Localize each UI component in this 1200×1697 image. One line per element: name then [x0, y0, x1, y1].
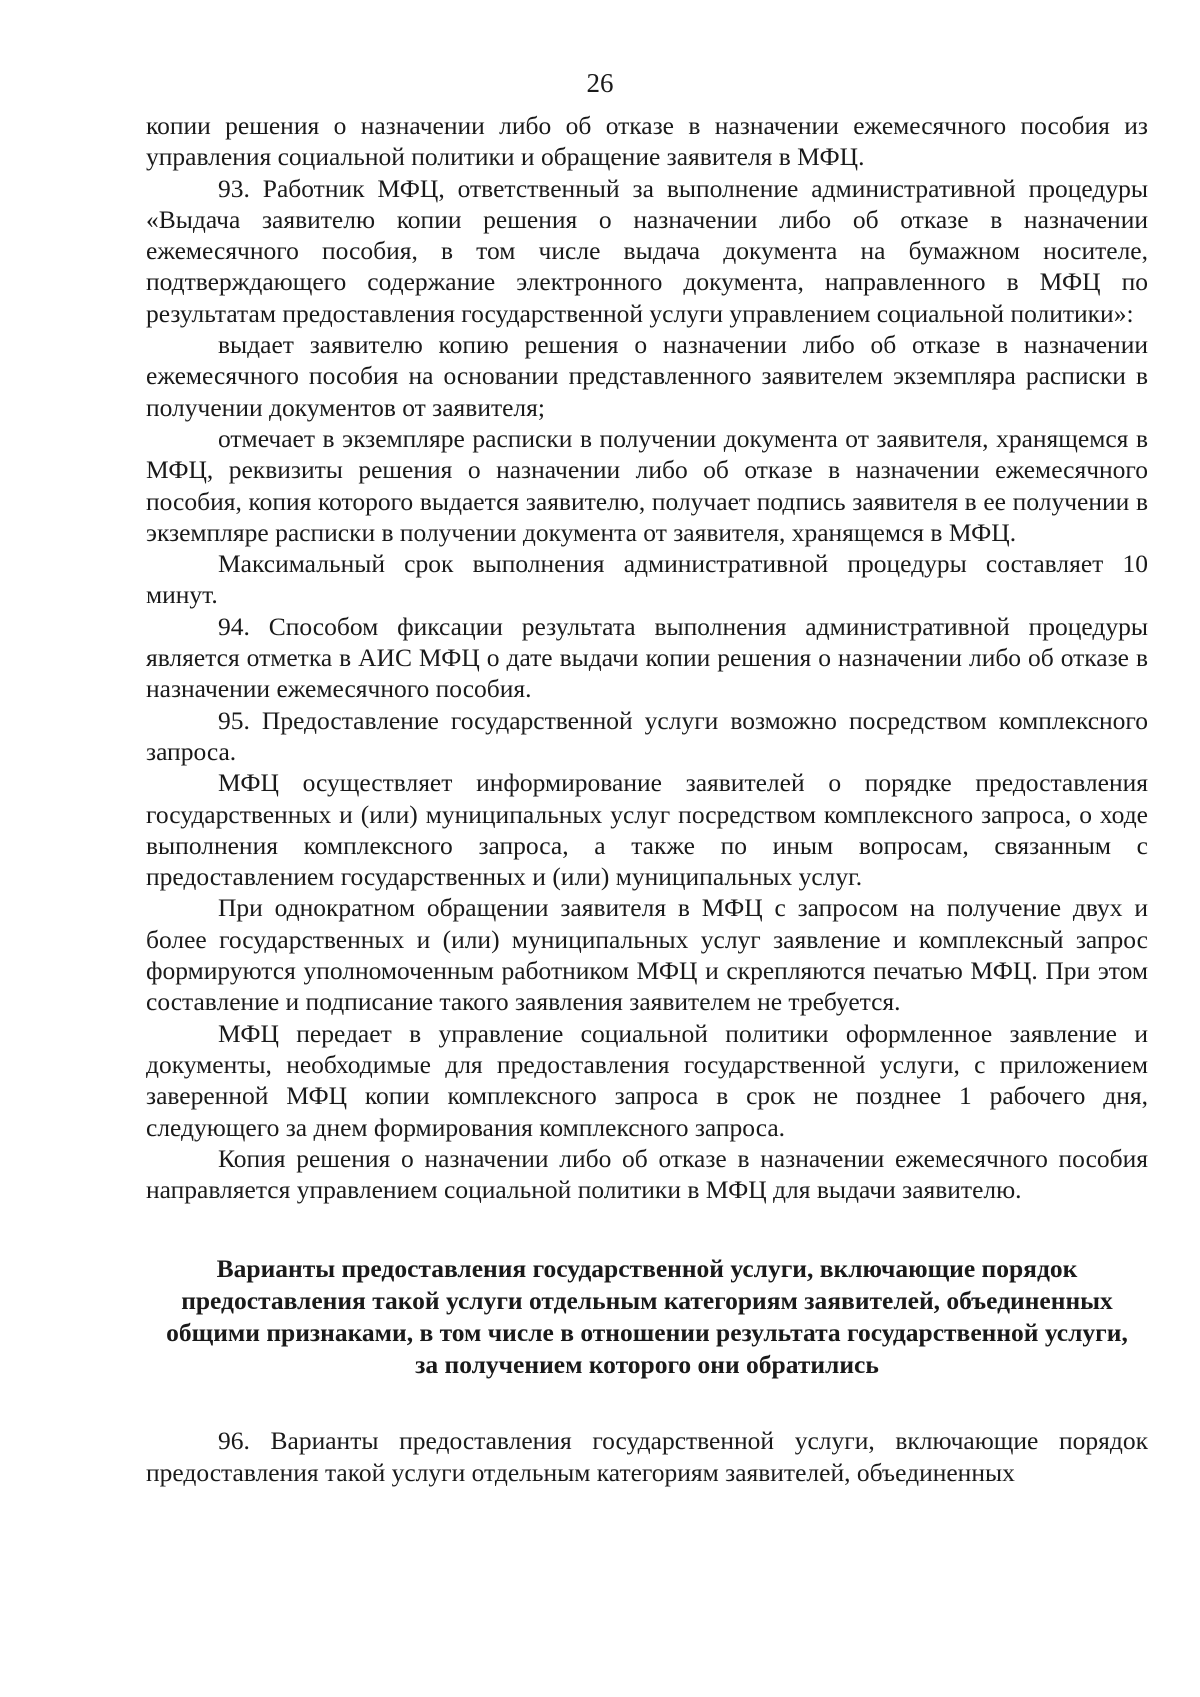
paragraph-93: 93. Работник МФЦ, ответственный за выполнение административной процедуры «Выдача заявителю копии решения о назначении либо об отказе в назначении ежемесячного пособия, в том числе выдача документа на бумажном носителе, подтверждающего содержание электронного документа, направленного в МФЦ по результатам предоставления государственной услуги управлением социальной политики»: — [146, 173, 1148, 328]
paragraph-mark-receipt: отмечает в экземпляре расписки в получении документа от заявителя, хранящемся в МФЦ, реквизиты решения о назначении либо об отказе в назначении ежемесячного пособия, копия которого выдается заявителю, получает подпись заявителя в ее получении в экземпляре расписки в получении документа от заявителя, хранящемся в МФЦ. — [146, 423, 1148, 547]
paragraph-single-request: При однократном обращении заявителя в МФЦ с запросом на получение двух и более государственных и (или) муниципальных услуг заявление и комплексный запрос формируются уполномоченным работником МФЦ и скрепляются печатью МФЦ. При этом составление и подписание такого заявления заявителем не требуется. — [146, 893, 1148, 1017]
paragraph-mfc-informing: МФЦ осуществляет информирование заявителей о порядке предоставления государственных и (или) муниципальных услуг посредством комплексного запроса, о ходе выполнения комплексного запроса, а также по иным вопросам, связанным с предоставлением государственных и (или) муниципальных услуг. — [146, 768, 1148, 892]
paragraph-94: 94. Способом фиксации результата выполнения административной процедуры является отметка в АИС МФЦ о дате выдачи копии решения о назначении либо об отказе в назначении ежемесячного пособия. — [146, 611, 1148, 704]
section-heading: Варианты предоставления государственной услуги, включающие порядок предоставления такой услуги отдельным категориям заявителей, объединенных общими признаками, в том числе в отношении результата государственной услуги, за получением которого они обратились — [166, 1254, 1128, 1380]
page-number: 26 — [586, 68, 614, 98]
paragraph-decision-copy: Копия решения о назначении либо об отказе в назначении ежемесячного пособия направляется управлением социальной политики в МФЦ для выдачи заявителю. — [146, 1143, 1148, 1205]
paragraph-max-duration: Максимальный срок выполнения административной процедуры составляет 10 минут. — [146, 549, 1148, 610]
paragraph-continuation: копии решения о назначении либо об отказе в назначении ежемесячного пособия из управления социальной политики и обращение заявителя в МФЦ. — [146, 111, 1148, 172]
document-body — [146, 110, 1148, 1488]
paragraph-96: 96. Варианты предоставления государственной услуги, включающие порядок предоставления такой услуги отдельным категориям заявителей, объединенных — [146, 1426, 1148, 1487]
paragraph-mfc-transfers: МФЦ передает в управление социальной политики оформленное заявление и документы, необходимые для предоставления государственной услуги, с приложением заверенной МФЦ копии комплексного запроса в срок не позднее 1 рабочего дня, следующего за днем формирования комплексного запроса. — [146, 1018, 1148, 1142]
paragraph-issue-copy: выдает заявителю копию решения о назначении либо об отказе в назначении ежемесячного пособия на основании представленного заявителем экземпляра расписки в получении документов от заявителя; — [146, 330, 1148, 422]
paragraph-95: 95. Предоставление государственной услуги возможно посредством комплексного запроса. — [146, 705, 1148, 766]
